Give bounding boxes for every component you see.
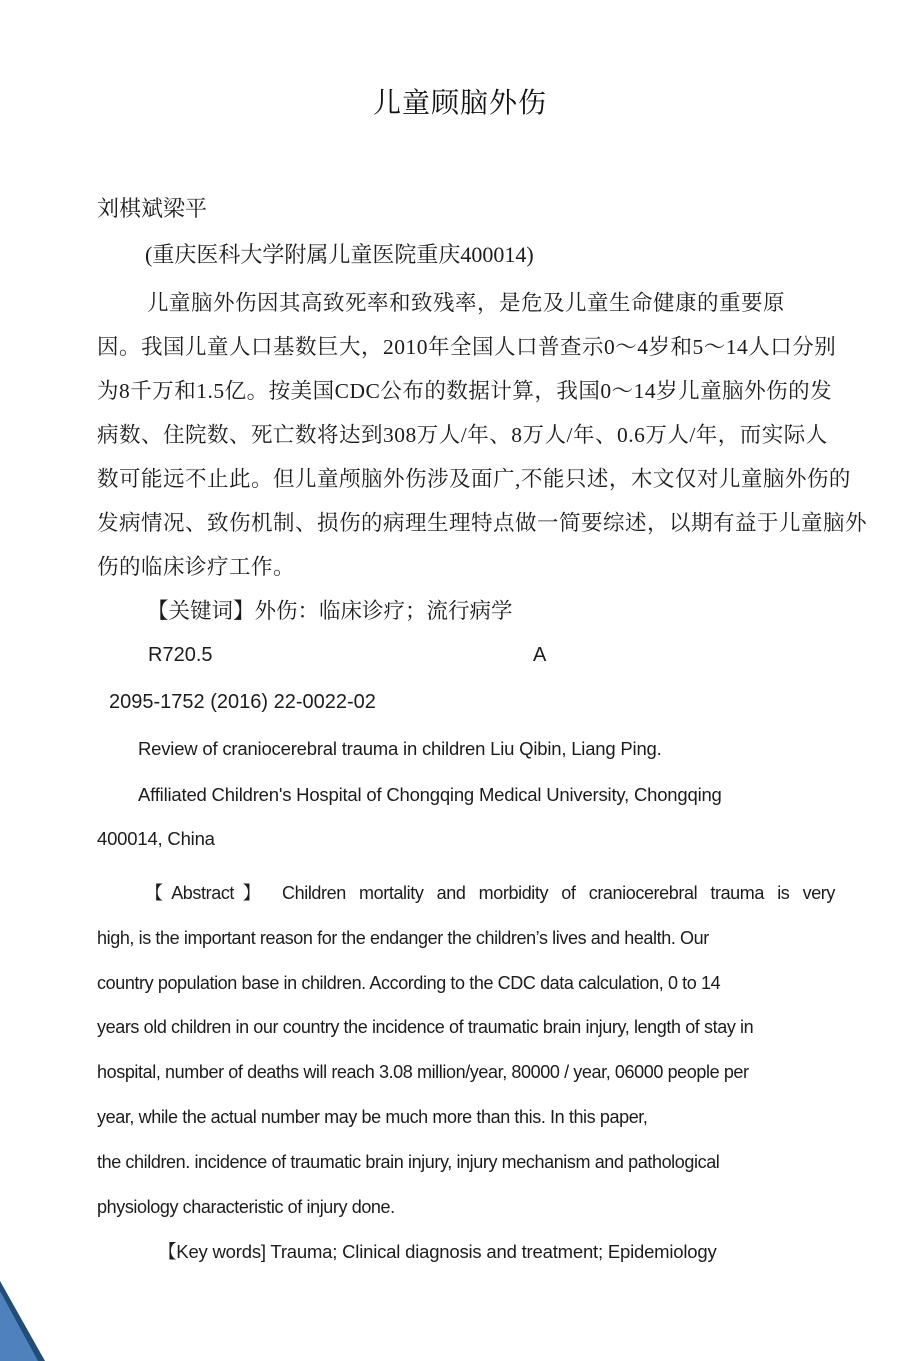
affiliation-en-line: 400014, China xyxy=(97,828,215,849)
abstract-zh-line: 伤的临床诊疗工作。 xyxy=(97,555,296,579)
abstract-zh-line: 因。我国儿童人口基数巨大，2010年全国人口普查示0～4岁和5～14人口分别 xyxy=(97,335,837,359)
abstract-en xyxy=(97,871,835,1229)
abstract-zh-line: 为8千万和1.5亿。按美国CDC公布的数据计算，我国0～14岁儿童脑外伤的发 xyxy=(97,379,833,403)
document-code: A xyxy=(533,644,547,666)
title-en: Review of craniocerebral trauma in children Liu Qibin, Liang Ping. xyxy=(138,738,662,759)
abstract-zh-line: 病数、住院数、死亡数将达到308万人/年、8万人/年、0.6万人/年，而实际人 xyxy=(97,423,828,447)
document-title: 儿童顾脑外伤 xyxy=(372,88,547,119)
abstract-zh-line: 发病情况、致伤机制、损伤的病理生理特点做一简要综述，以期有益于儿童脑外 xyxy=(97,511,868,535)
abstract-en-line: years old children in our country the incidence of traumatic brain injury, length of stay in xyxy=(97,1017,754,1038)
abstract-zh-line: 数可能远不止此。但儿童颅脑外伤涉及面广,不能只述，木文仅对儿童脑外伤的 xyxy=(97,467,851,491)
page-corner-decoration-fill xyxy=(0,1291,38,1361)
keywords-zh: 【关键词】外伤：临床诊疗；流行病学 xyxy=(147,599,513,623)
keywords-en: 【Key words] Trauma; Clinical diagnosis and treatment; Epidemiology xyxy=(158,1241,717,1262)
abstract-zh-line: 儿童脑外伤因其高致死率和致残率，是危及儿童生命健康的重要原 xyxy=(147,291,786,315)
authors: 刘棋斌梁平 xyxy=(97,196,208,221)
abstract-en-line: hospital, number of deaths will reach 3.08 million/year, 80000 / year, 06000 people per xyxy=(97,1062,749,1083)
affiliation-zh: (重庆医科大学附属儿童医院重庆400014) xyxy=(145,242,534,267)
affiliation-en-line: Affiliated Children's Hospital of Chongqing Medical University, Chongqing xyxy=(138,784,722,805)
abstract-en-line: year, while the actual number may be much more than this. In this paper, xyxy=(97,1106,648,1127)
abstract-zh xyxy=(97,281,868,589)
abstract-en-line: country population base in children. According to the CDC data calculation, 0 to 14 xyxy=(97,972,721,993)
abstract-en-line: the children. incidence of traumatic brain injury, injury mechanism and pathological xyxy=(97,1151,720,1172)
abstract-en-line: physiology characteristic of injury done. xyxy=(97,1196,395,1217)
article-id: 2095-1752 (2016) 22-0022-02 xyxy=(109,691,376,713)
abstract-en-line: high, is the important reason for the endanger the children’s lives and health. Our xyxy=(97,927,709,948)
abstract-en-line: 【Abstract】 Children mortality and morbidity of craniocerebral trauma is very xyxy=(145,883,835,903)
classification-line xyxy=(97,637,835,673)
clc-number: R720.5 xyxy=(148,644,213,666)
